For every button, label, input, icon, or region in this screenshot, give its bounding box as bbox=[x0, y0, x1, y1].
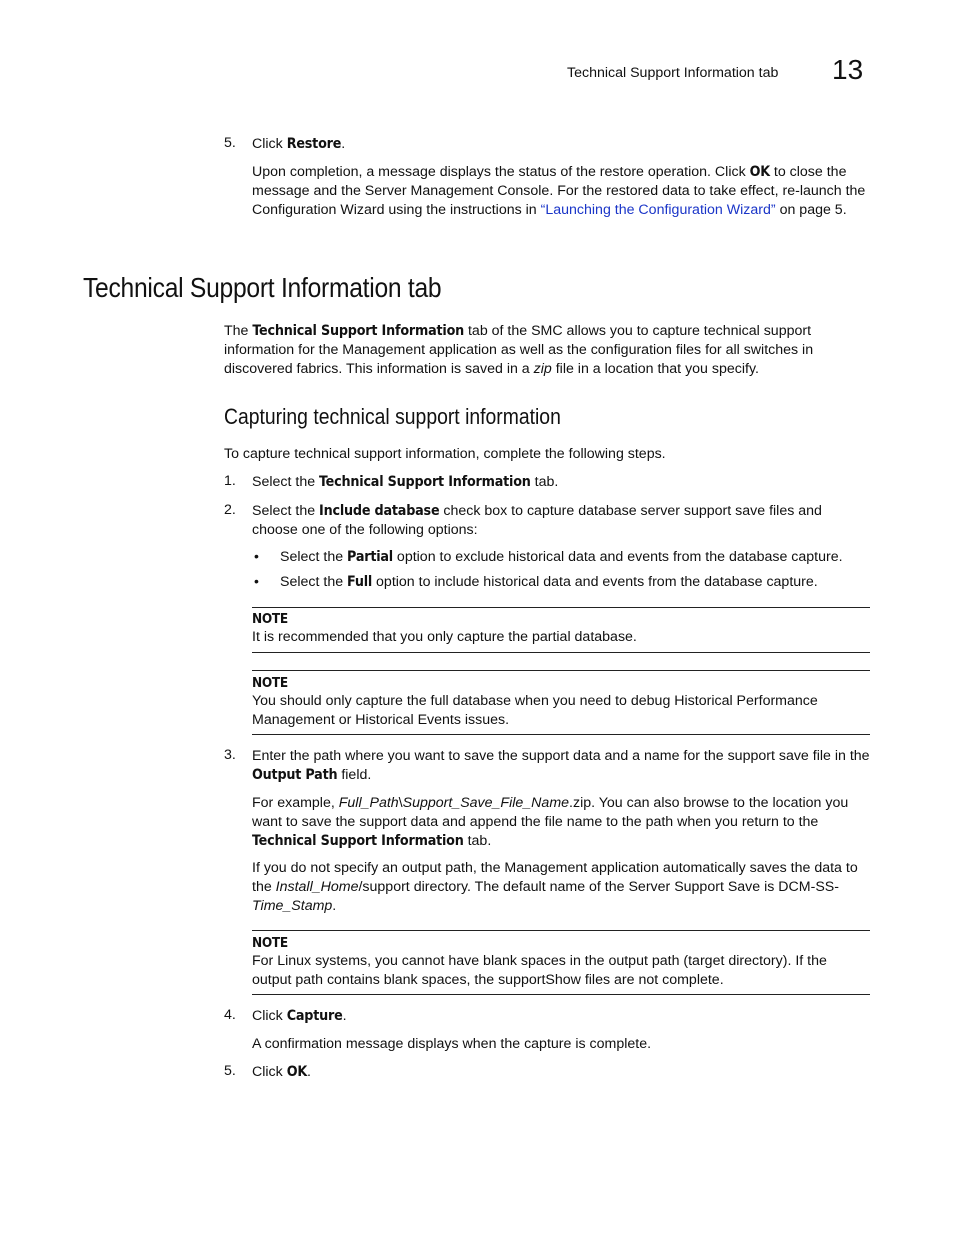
step-text: Click OK. bbox=[252, 1064, 311, 1080]
step-number: 5. bbox=[224, 135, 236, 151]
note-box bbox=[252, 670, 870, 735]
cross-reference-link[interactable]: “Launching the Configuration Wizard” bbox=[540, 202, 776, 218]
bullet-icon: • bbox=[254, 573, 259, 589]
steps-intro: To capture technical support information, complete the following steps. bbox=[224, 446, 666, 462]
ui-term: Partial bbox=[347, 549, 393, 565]
bullet-item: Select the Partial option to exclude historical data and events from the database capture. bbox=[280, 549, 843, 565]
section-heading: Technical Support Information tab bbox=[83, 272, 442, 303]
note-label: NOTE bbox=[252, 935, 288, 951]
note-box bbox=[252, 607, 870, 653]
chapter-number: 13 bbox=[832, 54, 864, 85]
note-box bbox=[252, 930, 870, 995]
ui-term: Include database bbox=[319, 503, 440, 519]
note-text: You should only capture the full database when you need to debug Historical Performance Management or Historical Events issues. bbox=[252, 693, 818, 728]
ui-term: Capture bbox=[286, 1008, 343, 1024]
ui-term: Technical Support Information bbox=[252, 323, 465, 339]
step-number: 4. bbox=[224, 1007, 236, 1023]
step-number: 5. bbox=[224, 1063, 236, 1079]
step-paragraph: If you do not specify an output path, the Management application automatically saves the data to the Install_Home/support directory. The default name of the Server Support Save is DCM-SS-Time_Stamp. bbox=[252, 860, 858, 914]
bullet-icon: • bbox=[254, 548, 259, 564]
step-text: Enter the path where you want to save the support data and a name for the support save file in the Output Path field. bbox=[252, 748, 870, 783]
step-number: 1. bbox=[224, 473, 236, 489]
step-paragraph: A confirmation message displays when the capture is complete. bbox=[252, 1036, 652, 1052]
step-paragraph: For example, Full_Path\Support_Save_File_Name.zip. You can also browse to the location you want to save the support data and append the file name to the path when you return to the Technical Support Information tab. bbox=[252, 795, 849, 849]
ui-term: Restore bbox=[286, 136, 342, 152]
step-number: 3. bbox=[224, 747, 236, 763]
note-label: NOTE bbox=[252, 675, 288, 691]
ui-term: OK bbox=[286, 1064, 308, 1080]
running-header-title: Technical Support Information tab bbox=[567, 65, 779, 81]
ui-term: Technical Support Information bbox=[252, 833, 464, 849]
step-text: Select the Include database check box to capture database server support save files and choose one of the following options: bbox=[252, 503, 822, 538]
note-label: NOTE bbox=[252, 611, 288, 627]
note-text: For Linux systems, you cannot have blank spaces in the output path (target directory). If the output path contains blank spaces, the supportShow files are not complete. bbox=[252, 953, 827, 988]
ui-term: OK bbox=[749, 164, 770, 180]
step-text: Click Capture. bbox=[252, 1008, 347, 1024]
step-text: Click Restore. bbox=[252, 136, 346, 152]
step-text: Select the Technical Support Information tab. bbox=[252, 474, 559, 490]
bullet-item: Select the Full option to include historical data and events from the database capture. bbox=[280, 574, 818, 590]
intro-paragraph: The Technical Support Information tab of the SMC allows you to capture technical support information for the Management application as well as the configuration files for all switches in discovered fabrics. This information is saved in a zip file in a location that you specify. bbox=[224, 323, 814, 377]
step-paragraph: Upon completion, a message displays the status of the restore operation. Click OK to close the message and the Server Management Console. For the restored data to take effect, re-launch the Configuration Wizard using the instructions in “Launching the Configuration Wizard” on page 5. bbox=[252, 164, 866, 218]
subsection-heading: Capturing technical support information bbox=[224, 404, 561, 429]
step-number: 2. bbox=[224, 502, 236, 518]
ui-term: Technical Support Information bbox=[319, 474, 531, 490]
ui-term: Full bbox=[347, 574, 373, 590]
ui-term: Output Path bbox=[252, 767, 338, 783]
note-text: It is recommended that you only capture the partial database. bbox=[252, 629, 637, 645]
